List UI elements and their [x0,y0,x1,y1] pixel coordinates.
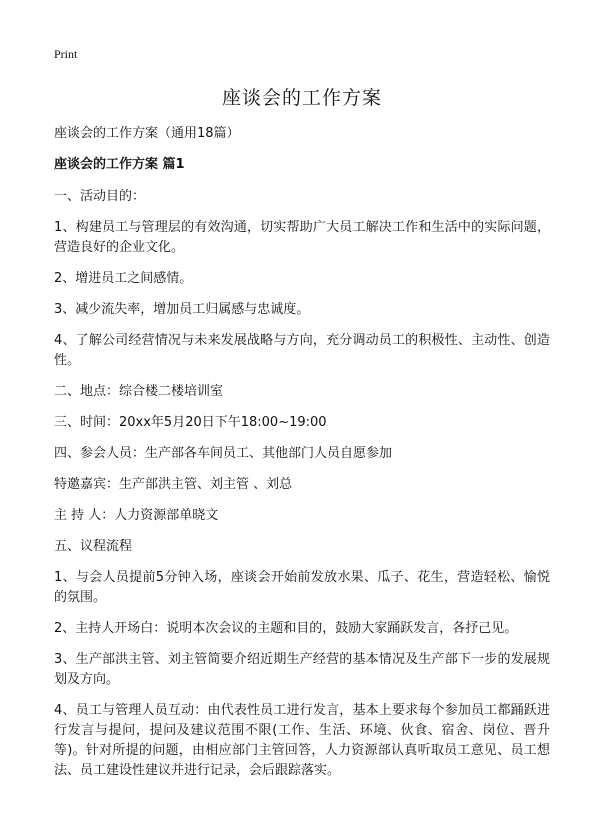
paragraph-agenda-2: 2、主持人开场白：说明本次会议的主题和目的，鼓励大家踊跃发言，各抒己见。 [54,621,518,636]
document-subtitle: 座谈会的工作方案（通用18篇） [54,126,240,141]
print-label: Print [54,47,78,61]
paragraph-purpose-4: 4、了解公司经营情况与未来发展战略与方向，充分调动员工的积极性、主动性、创造性。 [54,333,550,368]
paragraph-purpose-3: 3、减少流失率，增加员工归属感与忠诚度。 [54,302,310,317]
paragraph-agenda-4: 4、员工与管理人员互动：由代表性员工进行发言，基本上要求每个参加员工都踊跃进行发言与提问，提问及建议范围不限(工作、生活、环境、伙食、宿舍、岗位、晋升等)。针对所提的问题，由相应部门主管回答，人力资源部认真听取员工意见、员工想法、员工建设性建议并进行记录，会后跟踪落实。 [54,703,550,778]
section-heading: 座谈会的工作方案 篇1 [54,157,185,172]
paragraph-agenda-heading: 五、议程流程 [54,539,133,554]
paragraph-agenda-3: 3、生产部洪主管、刘主管简要介绍近期生产经营的基本情况及生产部下一步的发展规划及方向。 [54,652,550,687]
paragraph-activity-purpose: 一、活动目的： [54,189,146,204]
paragraph-attendees: 四、参会人员：生产部各车间员工、其他部门人员自愿参加 [54,446,393,461]
paragraph-location: 二、地点：综合楼二楼培训室 [54,384,224,399]
paragraph-purpose-1: 1、构建员工与管理层的有效沟通，切实帮助广大员工解决工作和生活中的实际问题，营造良好的企业文化。 [54,220,550,255]
paragraph-purpose-2: 2、增进员工之间感情。 [54,271,193,286]
paragraph-host: 主 持 人：人力资源部单晓文 [54,508,219,523]
paragraph-agenda-1: 1、与会人员提前5分钟入场，座谈会开始前发放水果、瓜子、花生，营造轻松、愉悦的氛围。 [54,570,550,605]
paragraph-time: 三、时间：20xx年5月20日下午18:00~19:00 [54,415,327,430]
document-title: 座谈会的工作方案 [221,87,382,109]
paragraph-special-guests: 特邀嘉宾：生产部洪主管、刘主管 、刘总 [54,477,293,492]
